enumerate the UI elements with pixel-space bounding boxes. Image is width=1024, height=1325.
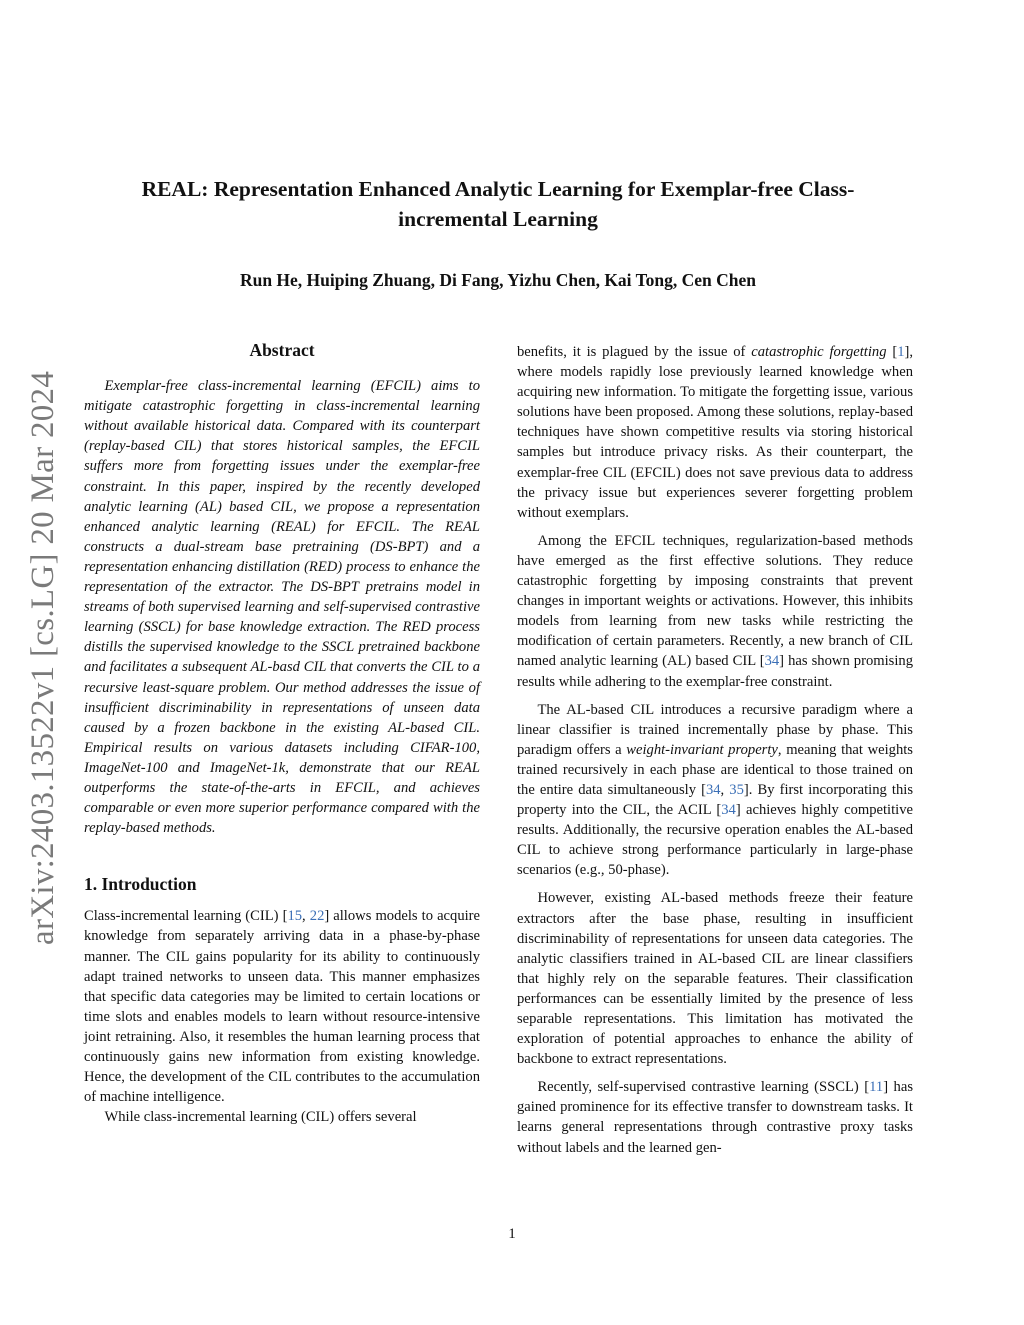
page-number: 1 — [508, 1226, 516, 1242]
citation-link[interactable]: 22 — [309, 908, 325, 925]
intro-paragraph-4: The AL-based CIL introduces a recursive paradigm where a linear classifier is trained incrementally phase by phase. This paradigm offers a weight-invariant property, meaning that weights trained recursively in each phase are identical to those trained on the entire data simultaneously [34, 35]. By first incorporating this property into the CIL, the ACIL [34] achieves highly competitive results. Additionally, the recursive operation enables the AL-based CIL to achieve strong performance particularly in large-phase scenarios (e.g., 50-phase). — [517, 701, 914, 879]
intro-paragraph-6: Recently, self-supervised contrastive learning (SSCL) [11] has gained prominence for its effective transfer to downstream tasks. It learns general representations through contrastive proxy tasks without labels and the learned gen- — [517, 1079, 913, 1156]
intro-paragraph-2-continued: benefits, it is plagued by the issue of catastrophic forgetting [1], where models rapidly lose previously learned knowledge when acquiring new information. To mitigate the forgetting issue, various solutions have been proposed. Among these solutions, replay-based techniques have shown competitive results via storing historical samples but introduce privacy risks. As their counterpart, the exemplar-free CIL (EFCIL) does not save previous data to address the privacy issue but experiences severer forgetting problem without exemplars. — [517, 344, 913, 521]
citation-link[interactable]: 11 — [869, 1079, 884, 1096]
left-column — [84, 340, 480, 1127]
intro-paragraph-1: Class-incremental learning (CIL) [15, 22] allows models to acquire knowledge from separately arriving data in a phase-by-phase manner. The CIL gains popularity for its ability to continuously adapt trained networks to unseen data. This manner emphasizes that specific data categories may be limited to certain locations or time slots and enables models to learn without resource-intensive joint retraining. Also, it resembles the human learning process that continuously gains new information from existing knowledge. Hence, the development of the CIL contributes to the accumulation of machine intelligence. — [84, 908, 481, 1106]
arxiv-identifier-stamp: arXiv:2403.13522v1 [cs.LG] 20 Mar 2024 — [25, 370, 61, 945]
intro-paragraph-3: Among the EFCIL techniques, regularization-based methods have emerged as the first effective solutions. They reduce catastrophic forgetting by imposing constraints that prevent changes in important weights or activations. However, this inhibits models from learning from new tasks while restricting the modification of certain parameters. Recently, a new branch of CIL named analytic learning (AL) based CIL [34] has shown promising results while adhering to the exemplar-free constraint. — [517, 532, 913, 690]
right-column — [517, 342, 913, 1158]
abstract-heading: Abstract — [249, 340, 315, 360]
citation-link[interactable]: 35 — [729, 781, 744, 798]
citation-link[interactable]: 1 — [897, 344, 905, 360]
paper-title: REAL: Representation Enhanced Analytic Learning for Exemplar-free Class-incremental Learning — [141, 177, 855, 231]
citation-link[interactable]: 34 — [705, 781, 721, 798]
intro-paragraph-2-start: While class-incremental learning (CIL) offers several — [104, 1109, 417, 1126]
section-heading-introduction: 1. Introduction — [84, 874, 197, 895]
abstract-text: Exemplar-free class-incremental learning (EFCIL) aims to mitigate catastrophic forgetting in class-incremental learning without available historical data. Compared with its counterpart (replay-based CIL) that stores historical samples, the EFCIL suffers more from forgetting issues under the exemplar-free constraint. In this paper, inspired by the recently developed analytic learning (AL) based CIL, we propose a representation enhanced analytic learning (REAL) for EFCIL. The REAL constructs a dual-stream base pretraining (DS-BPT) and a representation enhancing distillation (RED) process to enhance the representation of the extractor. The DS-BPT pretrains model in streams of both supervised learning and self-supervised contrastive learning (SSCL) for base knowledge extraction. The RED process distills the supervised knowledge to the SSCL pretrained backbone and facilitates a subsequent AL-basd CIL that converts the CIL to a recursive least-square problem. Our method addresses the issue of insufficient discriminability in representations of unseen data caused by a frozen backbone in the existing AL-based CIL. Empirical results on various datasets including CIFAR-100, ImageNet-100 and ImageNet-1k, demonstrate that our REAL outperforms the state-of-the-arts in EFCIL, and achieves comparable or even more superior performance compared with the replay-based methods. — [84, 378, 480, 837]
intro-paragraph-5: However, existing AL-based methods freeze their feature extractors after the base phase, resulting in insufficient discriminability of representations for unseen data categories. The analytic classifiers trained in AL-based CIL are linear classifiers that highly rely on the separable features. Their classification performances can be essentially limited by the presence of less separable representations. This limitation has motivated the exploration of potential approaches to enhance the ability of backbone to extract representations. — [517, 890, 913, 1068]
citation-link[interactable]: 15 — [287, 908, 303, 925]
citation-link[interactable]: 34 — [721, 802, 736, 819]
citation-link[interactable]: 34 — [764, 653, 780, 670]
author-list: Run He, Huiping Zhuang, Di Fang, Yizhu Chen, Kai Tong, Cen Chen — [239, 270, 757, 290]
